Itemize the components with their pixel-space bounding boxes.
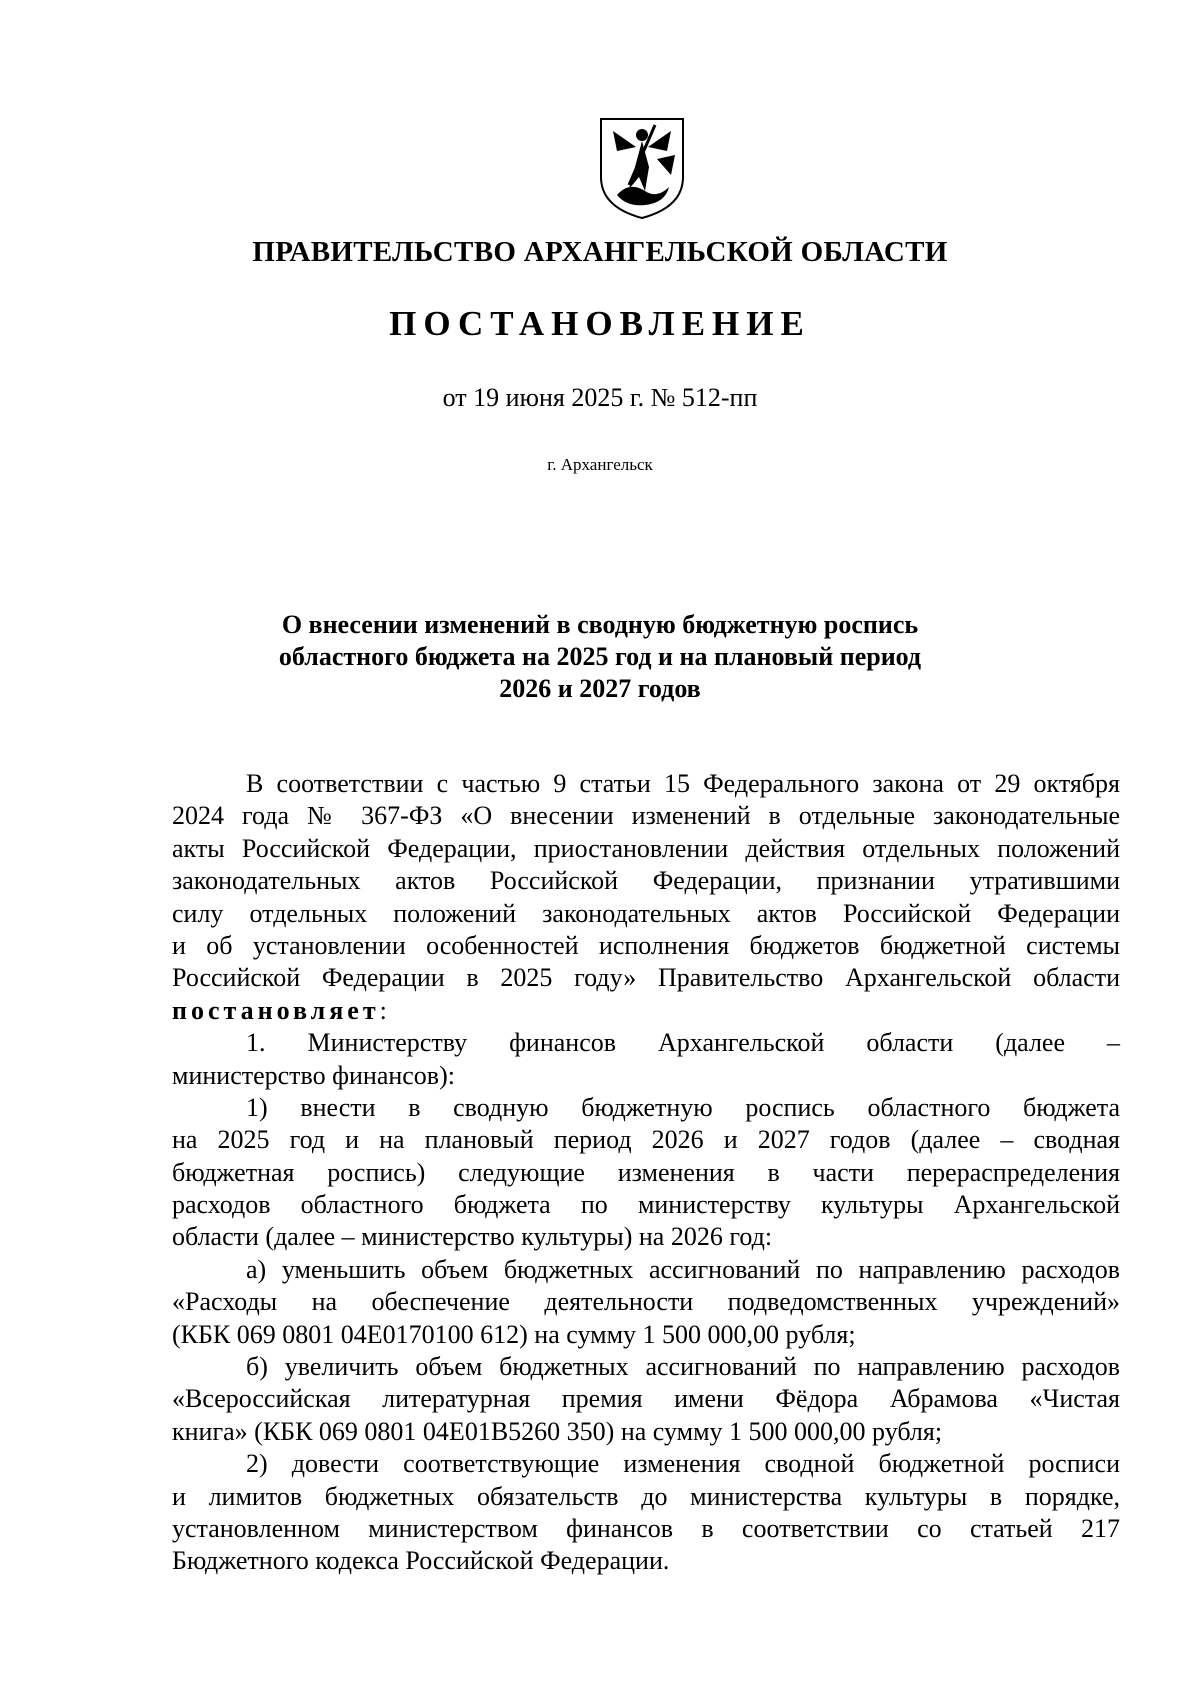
body-line: и лимитов бюджетных обязательств до министерства культуры в порядке, [172, 1481, 1120, 1511]
body-line: силу отдельных положений законодательных актов Российской Федерации [172, 898, 1120, 928]
body-line: а) уменьшить объем бюджетных ассигнований по направлению расходов [246, 1254, 1120, 1284]
title-line: областного бюджета на 2025 год и на плановый период [278, 642, 922, 671]
city: г. Архангельск [547, 455, 653, 474]
body-line: министерство финансов): [172, 1060, 455, 1090]
document-title [0, 609, 1200, 705]
body-line: б) увеличить объем бюджетных ассигнований по направлению расходов [246, 1352, 1120, 1382]
body-line: 1. Министерству финансов Архангельской области (далее – [246, 1028, 1120, 1058]
title-line: 2026 и 2027 годов [499, 674, 701, 703]
body-line: 2) довести соответствующие изменения сводной бюджетной росписи [246, 1449, 1120, 1479]
body-line: на 2025 год и на плановый период 2026 и 2027 годов (далее – сводная [172, 1125, 1120, 1155]
body-line: В соответствии с частью 9 статьи 15 Федерального закона от 29 октября [246, 769, 1120, 798]
body-line: и об установлении особенностей исполнения бюджетов бюджетной системы [172, 930, 1120, 960]
body-line: Российской Федерации в 2025 году» Правительство Архангельской области [172, 963, 1120, 993]
government-name: ПРАВИТЕЛЬСТВО АРХАНГЕЛЬСКОЙ ОБЛАСТИ [252, 236, 948, 268]
archangel-coat-of-arms-icon [595, 115, 689, 221]
body-line: книга» (КБК 069 0801 04Е01В5260 350) на сумму 1 500 000,00 рубля; [172, 1416, 943, 1446]
body-line: «Всероссийская литературная премия имени Фёдора Абрамова «Чистая [172, 1384, 1120, 1414]
body-line: 2024 года № 367-ФЗ «О внесении изменений в отдельные законодательные [172, 801, 1120, 831]
resolves-word: постановляет [172, 995, 380, 1025]
body-line: постановляет: [172, 995, 387, 1025]
body-line: бюджетная роспись) следующие изменения в части перераспределения [172, 1157, 1120, 1187]
body-line: области (далее – министерство культуры) на 2026 год: [172, 1222, 773, 1252]
body-line: 1) внести в сводную бюджетную роспись областного бюджета [246, 1092, 1120, 1122]
body-line: (КБК 069 0801 04Е0170100 612) на сумму 1 500 000,00 рубля; [172, 1319, 856, 1349]
body-line: Бюджетного кодекса Российской Федерации. [172, 1546, 670, 1576]
body-line: «Расходы на обеспечение деятельности подведомственных учреждений» [172, 1287, 1120, 1317]
date-and-number: от 19 июня 2025 г. № 512-пп [442, 383, 758, 412]
body-line: законодательных актов Российской Федерации, признании утратившими [172, 866, 1120, 896]
title-line: О внесении изменений в сводную бюджетную роспись [281, 610, 919, 639]
body-line: расходов областного бюджета по министерству культуры Архангельской [172, 1190, 1120, 1220]
body-line: установленном министерством финансов в соответствии со статьей 217 [172, 1513, 1120, 1543]
document-type: ПОСТАНОВЛЕНИЕ [389, 304, 811, 343]
body-line: акты Российской Федерации, приостановлении действия отдельных положений [172, 833, 1120, 863]
document-body [172, 768, 1120, 1578]
